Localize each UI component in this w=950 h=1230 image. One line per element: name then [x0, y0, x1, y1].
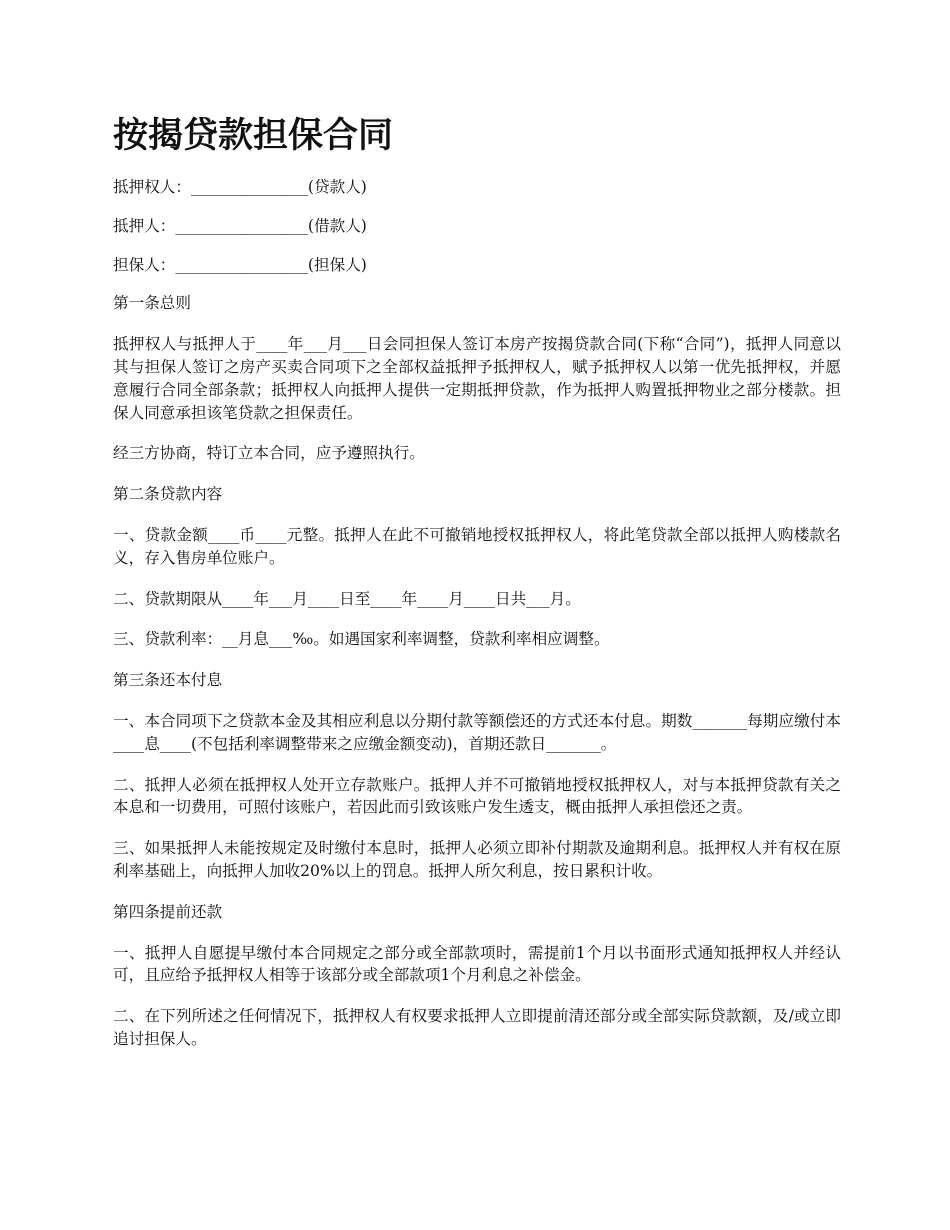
party-mortgagor: 抵押人：_________________(借款人)	[113, 216, 367, 235]
paragraph: 二、抵押人必须在抵押权人处开立存款账户。抵押人并不可撤销地授权抵押权人，对与本抵押贷款有关之本息和一切费用，可照付该账户，若因此而引致该账户发生透支，概由抵押人承担偿还之责。	[113, 775, 841, 817]
paragraph: 二、贷款期限从____年___月____日至____年____月____日共___月。	[113, 589, 581, 608]
paragraph: 一、贷款金额____币____元整。抵押人在此不可撤销地授权抵押权人，将此笔贷款全部以抵押人购楼款名义，存入售房单位账户。	[113, 525, 841, 567]
section-heading-3: 第三条还本付息	[113, 671, 223, 690]
document-title: 按揭贷款担保合同	[113, 116, 394, 156]
section-heading-1: 第一条总则	[113, 294, 191, 313]
section-heading-4: 第四条提前还款	[113, 902, 223, 921]
paragraph: 三、贷款利率：__月息___‰。如遇国家利率调整，贷款利率相应调整。	[113, 630, 610, 649]
document-page	[113, 108, 841, 1069]
paragraph: 三、如果抵押人未能按规定及时缴付本息时，抵押人必须立即补付期款及逾期利息。抵押权人并有权在原利率基础上，向抵押人加收20%以上的罚息。抵押人所欠利息，按日累积计收。	[113, 839, 841, 880]
section-heading-2: 第二条贷款内容	[113, 485, 223, 504]
paragraph: 抵押权人与抵押人于____年___月___日会同担保人签订本房产按揭贷款合同(下称“合同”)，抵押人同意以其与担保人签订之房产买卖合同项下之全部权益抵押予抵押权人，赋予抵押权人以第一优先抵押权，并愿意履行合同全部条款；抵押权人向抵押人提供一定期抵押贷款，作为抵押人购置抵押物业之部分楼款。担保人同意承担该笔贷款之担保责任。	[113, 335, 841, 422]
paragraph: 经三方协商，特订立本合同，应予遵照执行。	[113, 444, 425, 463]
party-mortgagee: 抵押权人：_______________(贷款人)	[113, 178, 367, 196]
paragraph: 一、本合同项下之贷款本金及其相应利息以分期付款等额偿还的方式还本付息。期数_______每期应缴付本____息____(不包括利率调整带来之应缴金额变动)，首期还款日_______。	[113, 711, 841, 753]
party-guarantor: 担保人：_________________(担保人)	[113, 255, 367, 274]
paragraph: 一、抵押人自愿提早缴付本合同规定之部分或全部款项时，需提前1个月以书面形式通知抵押权人并经认可，且应给予抵押权人相等于该部分或全部款项1个月利息之补偿金。	[113, 943, 842, 985]
paragraph: 二、在下列所述之任何情况下，抵押权人有权要求抵押人立即提前清还部分或全部实际贷款额，及/或立即追讨担保人。	[113, 1007, 841, 1048]
